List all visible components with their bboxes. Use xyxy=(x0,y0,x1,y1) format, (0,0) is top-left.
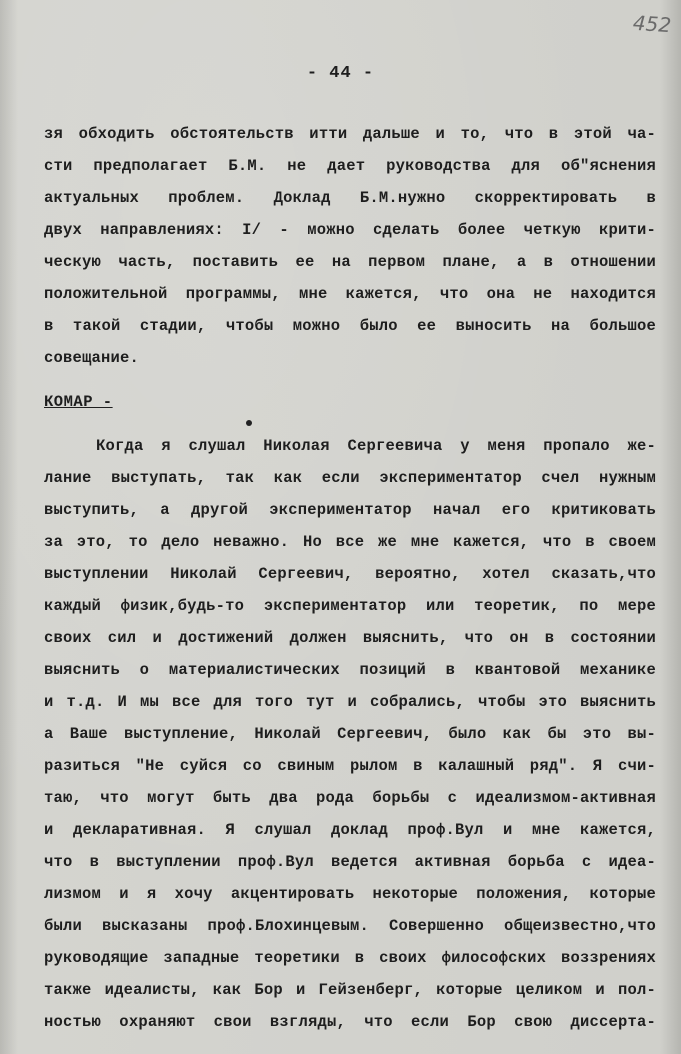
ink-speck xyxy=(246,420,252,426)
paragraph-2 xyxy=(44,430,656,1038)
page-number: - 44 - xyxy=(306,64,375,83)
text-line: и т.д. И мы все для того тут и собрались, чтобы это выяснить xyxy=(44,693,656,711)
text-line: в такой стадии, чтобы можно было ее выносить на большое xyxy=(44,317,656,335)
text-line: выступлении Николай Сергеевич, вероятно, хотел сказать,что xyxy=(44,565,656,583)
text-line: своих сил и достижений должен выяснить, что он в состоянии xyxy=(44,629,656,647)
text-line: и декларативная. Я слушал доклад проф.Вул и мне кажется, xyxy=(44,821,656,839)
text-line: актуальных проблем. Доклад Б.М.нужно скорректировать в xyxy=(44,189,656,207)
text-line: лание выступать, так как если экспериментатор счел нужным xyxy=(44,469,656,487)
text-line: положительной программы, мне кажется, что она не находится xyxy=(44,285,656,303)
text-line: таю, что могут быть два рода борьбы с идеализмом-активная xyxy=(44,789,656,807)
text-line: совещание. xyxy=(44,349,140,367)
text-line: что в выступлении проф.Вул ведется активная борьба с идеа- xyxy=(44,853,656,871)
speaker-heading: КОМАР - xyxy=(44,393,113,411)
text-line: разиться "Не суйся со свиным рылом в калашный ряд". Я счи- xyxy=(44,757,656,775)
paragraph-1 xyxy=(44,118,656,374)
text-line: выяснить о материалистических позиций в квантовой механике xyxy=(44,661,656,679)
text-line: ческую часть, поставить ее на первом плане, а в отношении xyxy=(44,253,656,271)
text-line: зя обходить обстоятельств итти дальше и то, что в этой ча- xyxy=(44,125,656,143)
text-line: за это, то дело неважно. Но все же мне кажется, что в своем xyxy=(44,533,656,551)
text-line: а Ваше выступление, Николай Сергеевич, было как бы это вы- xyxy=(44,725,656,743)
archive-page-number: 452 xyxy=(632,10,672,38)
text-line: лизмом и я хочу акцентировать некоторые положения, которые xyxy=(44,885,656,903)
text-line: руководящие западные теоретики в своих философских воззрениях xyxy=(44,949,656,967)
text-line: также идеалисты, как Бор и Гейзенберг, которые целиком и пол- xyxy=(44,981,656,999)
text-line: выступить, а другой экспериментатор начал его критиковать xyxy=(44,501,656,519)
text-line: Когда я слушал Николая Сергеевича у меня пропало же- xyxy=(96,437,656,455)
text-line: каждый физик,будь-то экспериментатор или теоретик, по мере xyxy=(44,597,656,615)
text-line: ностью охраняют свои взгляды, что если Бор свою диссерта- xyxy=(44,1013,656,1031)
text-line: двух направлениях: I/ - можно сделать более четкую крити- xyxy=(44,221,656,239)
text-line: были высказаны проф.Блохинцевым. Совершенно общеизвестно,что xyxy=(44,917,656,935)
text-line: сти предполагает Б.М. не дает руководства для об"яснения xyxy=(44,157,656,175)
